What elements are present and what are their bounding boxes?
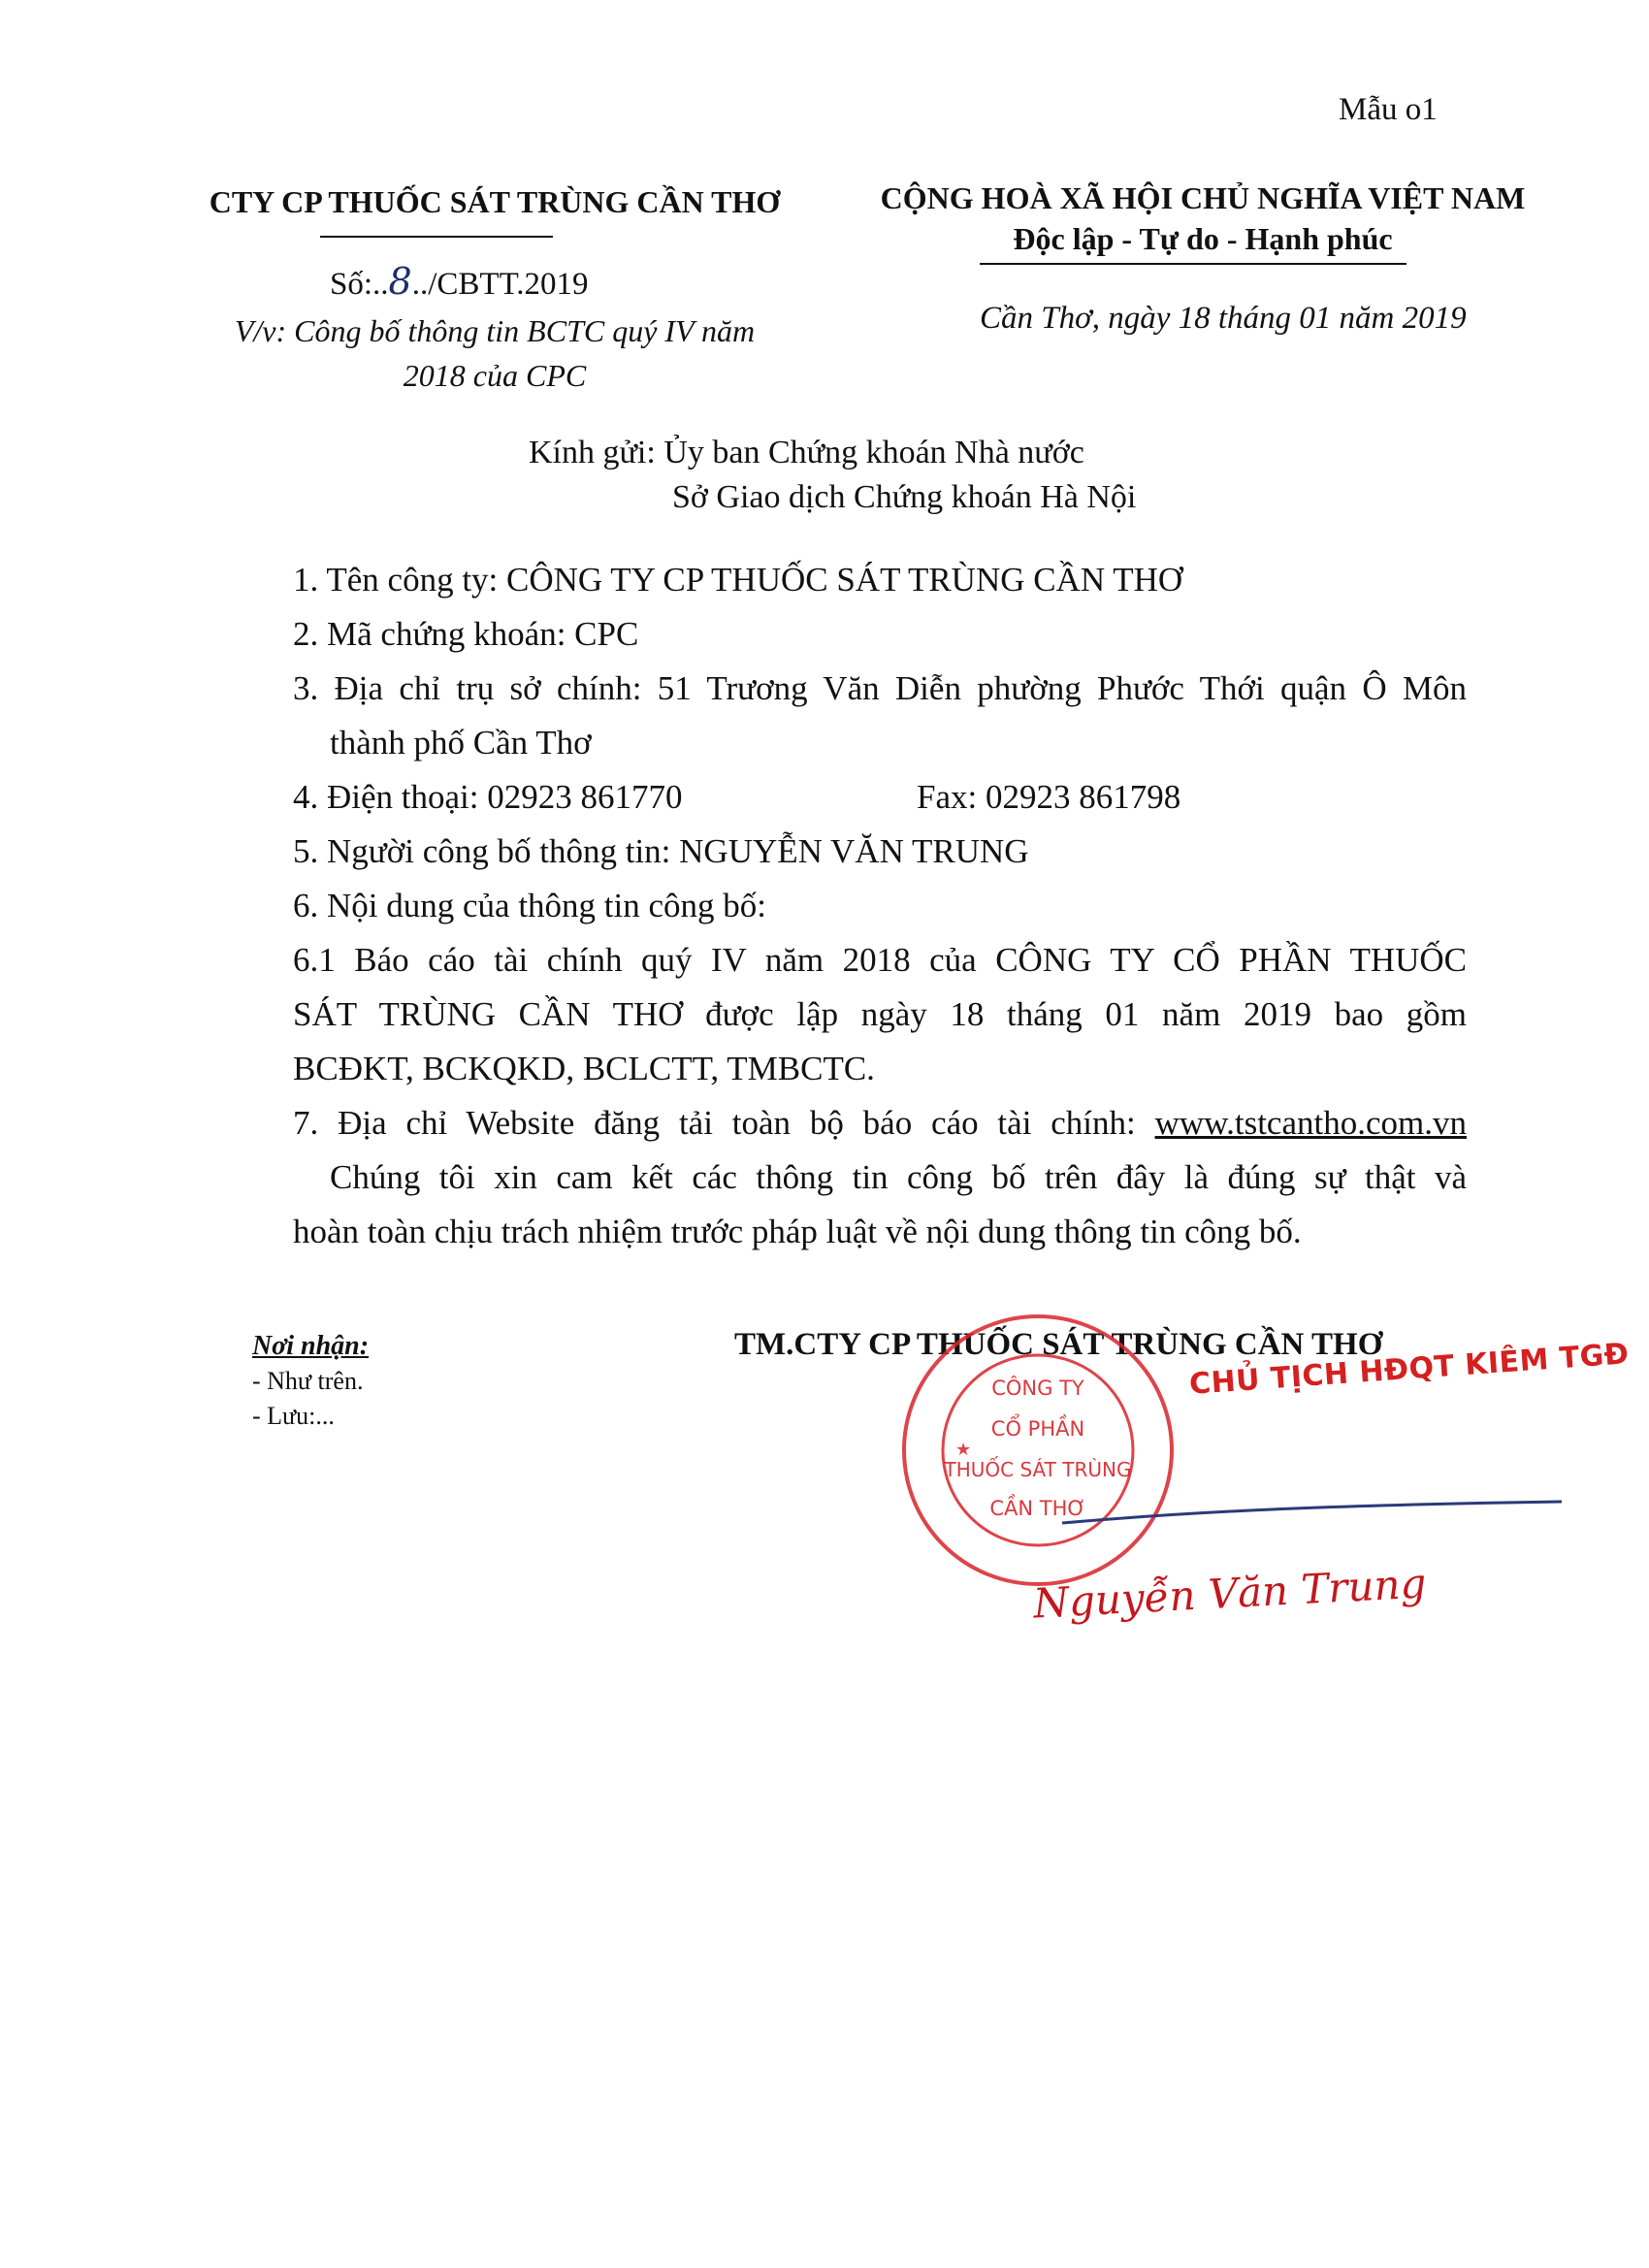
seal-ring-mark: ★ bbox=[955, 1440, 972, 1460]
item-6-1-line-2: SÁT TRÙNG CẦN THƠ được lập ngày 18 tháng 01 năm 2019 bao gồm bbox=[293, 995, 1467, 1033]
item-address: 3. Địa chỉ trụ sở chính: 51 Trương Văn Diễn phường Phước Thới quận Ô Môn bbox=[293, 669, 1467, 707]
seal-line-1: CÔNG TY bbox=[991, 1377, 1084, 1400]
motto-underline bbox=[980, 263, 1406, 265]
commitment-line-2: hoàn toàn chịu trách nhiệm trước pháp luật về nội dung thông tin công bố. bbox=[293, 1213, 1302, 1250]
doc-number-prefix: Số:.. bbox=[330, 267, 389, 302]
item-6-1-line-3: BCĐKT, BCKQKD, BCLCTT, TMBCTC. bbox=[293, 1050, 875, 1087]
signature-heading: TM.CTY CP THUỐC SÁT TRÙNG CẦN THƠ bbox=[734, 1327, 1383, 1362]
doc-number-handwritten: 8 bbox=[388, 260, 412, 303]
doc-number-suffix: ../CBTT.2019 bbox=[411, 267, 589, 302]
document-date: Cần Thơ, ngày 18 tháng 01 năm 2019 bbox=[980, 301, 1467, 336]
company-name-header: CTY CP THUỐC SÁT TRÙNG CẦN THƠ bbox=[209, 184, 781, 219]
recipients bbox=[529, 431, 1136, 520]
document-subject bbox=[179, 308, 810, 398]
signer-name-stamp: Nguyễn Văn Trung bbox=[1031, 1559, 1428, 1628]
document-number bbox=[330, 260, 589, 303]
received-title: Nơi nhận: bbox=[252, 1331, 370, 1361]
seal-line-2: CỔ PHẦN bbox=[990, 1417, 1085, 1441]
national-title: CỘNG HOÀ XÃ HỘI CHỦ NGHĨA VIỆT NAM bbox=[880, 180, 1526, 215]
signature-stroke bbox=[1057, 1494, 1571, 1533]
item-content-heading: 6. Nội dung của thông tin công bố: bbox=[293, 887, 767, 924]
item-stock-code: 2. Mã chứng khoán: CPC bbox=[293, 615, 639, 653]
website-label: 7. Địa chỉ Website đăng tải toàn bộ báo cáo tài chính: bbox=[293, 1104, 1155, 1142]
recipient-line-1: Kính gửi: Ủy ban Chứng khoán Nhà nước bbox=[529, 435, 1084, 470]
document-body bbox=[293, 553, 1467, 1259]
company-underline bbox=[320, 236, 553, 238]
phone-text: 4. Điện thoại: 02923 861770 bbox=[293, 778, 683, 816]
fax-text: Fax: 02923 861798 bbox=[917, 778, 1181, 816]
recipient-line-2: Sở Giao dịch Chứng khoán Hà Nội bbox=[672, 479, 1137, 515]
subject-line-1: V/v: Công bố thông tin BCTC quý IV năm bbox=[234, 313, 756, 348]
item-company-name: 1. Tên công ty: CÔNG TY CP THUỐC SÁT TRÙNG CẦN THƠ bbox=[293, 561, 1183, 599]
national-motto: Độc lập - Tự do - Hạnh phúc bbox=[1013, 221, 1393, 256]
seal-line-3: THUỐC SÁT TRÙNG bbox=[944, 1458, 1132, 1481]
item-website bbox=[293, 1096, 1467, 1150]
item-disclosure-person: 5. Người công bố thông tin: NGUYỄN VĂN TRUNG bbox=[293, 832, 1029, 870]
item-phone-fax bbox=[293, 770, 1467, 825]
subject-line-2: 2018 của CPC bbox=[403, 358, 587, 393]
recipients-list bbox=[252, 1329, 369, 1434]
signer-position-stamp: CHỦ TỊCH HĐQT KIÊM TGĐ bbox=[1188, 1337, 1631, 1402]
website-link[interactable]: www.tstcantho.com.vn bbox=[1154, 1104, 1467, 1142]
received-item-1: - Như trên. bbox=[252, 1367, 364, 1395]
seal-line-4: CẦN THƠ bbox=[989, 1497, 1086, 1520]
commitment-line-1: Chúng tôi xin cam kết các thông tin công bố trên đây là đúng sự thật và bbox=[330, 1158, 1467, 1196]
item-address-cont: thành phố Cần Thơ bbox=[330, 724, 592, 761]
item-6-1-line-1: 6.1 Báo cáo tài chính quý IV năm 2018 của CÔNG TY CỔ PHẦN THUỐC bbox=[293, 941, 1467, 979]
received-item-2: - Lưu:... bbox=[252, 1402, 335, 1430]
form-number: Mẫu o1 bbox=[1339, 92, 1438, 127]
company-seal-stamp bbox=[897, 1310, 1179, 1591]
